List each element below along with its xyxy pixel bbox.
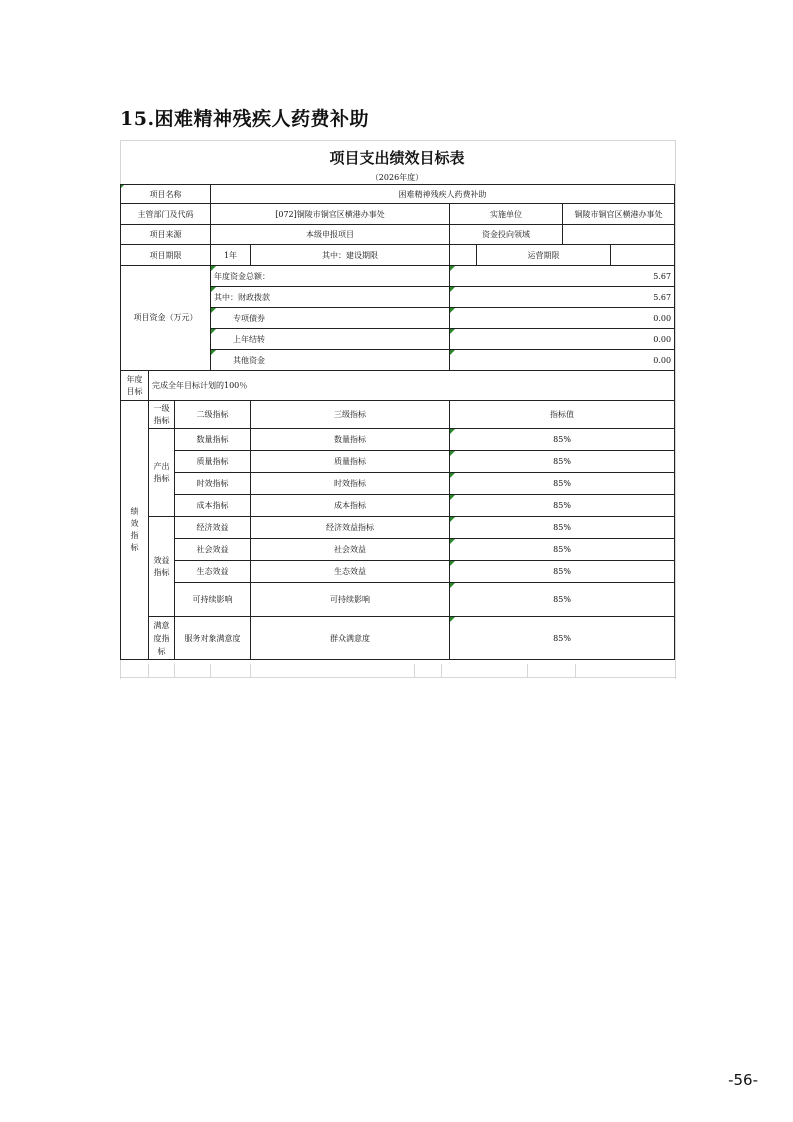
value-other: 0.00 <box>450 350 675 371</box>
label-source: 项目来源 <box>121 225 211 245</box>
value-build-period <box>450 245 477 266</box>
satisfaction-level3: 群众满意度 <box>251 617 450 660</box>
output-value: 85% <box>450 473 675 495</box>
label-project-name: 项目名称 <box>121 185 211 204</box>
label-output: 产出指标 <box>149 429 175 517</box>
benefit-value: 85% <box>450 517 675 539</box>
output-level3: 质量指标 <box>251 451 450 473</box>
label-level1: 一级指标 <box>149 401 175 429</box>
output-level2: 成本指标 <box>175 495 251 517</box>
value-annual-goal: 完成全年目标计划的100％ <box>149 371 675 401</box>
label-op-period: 运营期限 <box>477 245 611 266</box>
value-project-name: 困难精神残疾人药费补助 <box>211 185 675 204</box>
page-number: -56- <box>728 1071 758 1089</box>
form-year: （2026年度） <box>370 173 424 182</box>
benefit-level3: 可持续影响 <box>251 583 450 617</box>
value-fiscal: 5.67 <box>450 287 675 308</box>
output-value: 85% <box>450 495 675 517</box>
performance-table <box>120 184 675 660</box>
benefit-level2: 社会效益 <box>175 539 251 561</box>
label-department: 主管部门及代码 <box>121 204 211 225</box>
value-source: 本级申报项目 <box>211 225 450 245</box>
label-other: 其他资金 <box>211 350 450 371</box>
label-perf: 绩效指标 <box>121 401 149 660</box>
value-period: 1年 <box>211 245 251 266</box>
label-satisfaction: 满意度指标 <box>149 617 175 660</box>
label-fiscal: 其中：财政拨款 <box>211 287 450 308</box>
value-annual-total: 5.67 <box>450 266 675 287</box>
output-value: 85% <box>450 429 675 451</box>
benefit-level3: 生态效益 <box>251 561 450 583</box>
section-heading: 15.困难精神残疾人药费补助 <box>120 108 370 130</box>
benefit-value: 85% <box>450 561 675 583</box>
label-annual-goal: 年度目标 <box>121 371 149 401</box>
output-level2: 时效指标 <box>175 473 251 495</box>
label-funds: 项目资金（万元） <box>121 266 211 371</box>
value-bonds: 0.00 <box>450 308 675 329</box>
value-op-period <box>611 245 675 266</box>
benefit-level2: 经济效益 <box>175 517 251 539</box>
label-level2: 二级指标 <box>175 401 251 429</box>
benefit-level3: 社会效益 <box>251 539 450 561</box>
label-period: 项目期限 <box>121 245 211 266</box>
output-level3: 成本指标 <box>251 495 450 517</box>
label-invest-field: 资金投向领域 <box>450 225 563 245</box>
value-invest-field <box>563 225 675 245</box>
label-value: 指标值 <box>450 401 675 429</box>
satisfaction-value: 85% <box>450 617 675 660</box>
label-benefit: 效益指标 <box>149 517 175 617</box>
benefit-level3: 经济效益指标 <box>251 517 450 539</box>
benefit-level2: 生态效益 <box>175 561 251 583</box>
output-value: 85% <box>450 451 675 473</box>
output-level3: 时效指标 <box>251 473 450 495</box>
benefit-value: 85% <box>450 539 675 561</box>
benefit-value: 85% <box>450 583 675 617</box>
satisfaction-level2: 服务对象满意度 <box>175 617 251 660</box>
value-impl-unit: 铜陵市铜官区横港办事处 <box>563 204 675 225</box>
label-level3: 三级指标 <box>251 401 450 429</box>
output-level3: 数量指标 <box>251 429 450 451</box>
label-annual-total: 年度资金总额： <box>211 266 450 287</box>
output-level2: 质量指标 <box>175 451 251 473</box>
benefit-level2: 可持续影响 <box>175 583 251 617</box>
label-build-period: 其中：建设期限 <box>251 245 450 266</box>
label-bonds: 专项债券 <box>211 308 450 329</box>
output-level2: 数量指标 <box>175 429 251 451</box>
label-carryover: 上年结转 <box>211 329 450 350</box>
label-impl-unit: 实施单位 <box>450 204 563 225</box>
value-department: [072]铜陵市铜官区横港办事处 <box>211 204 450 225</box>
form-title: 项目支出绩效目标表 <box>329 149 465 167</box>
value-carryover: 0.00 <box>450 329 675 350</box>
